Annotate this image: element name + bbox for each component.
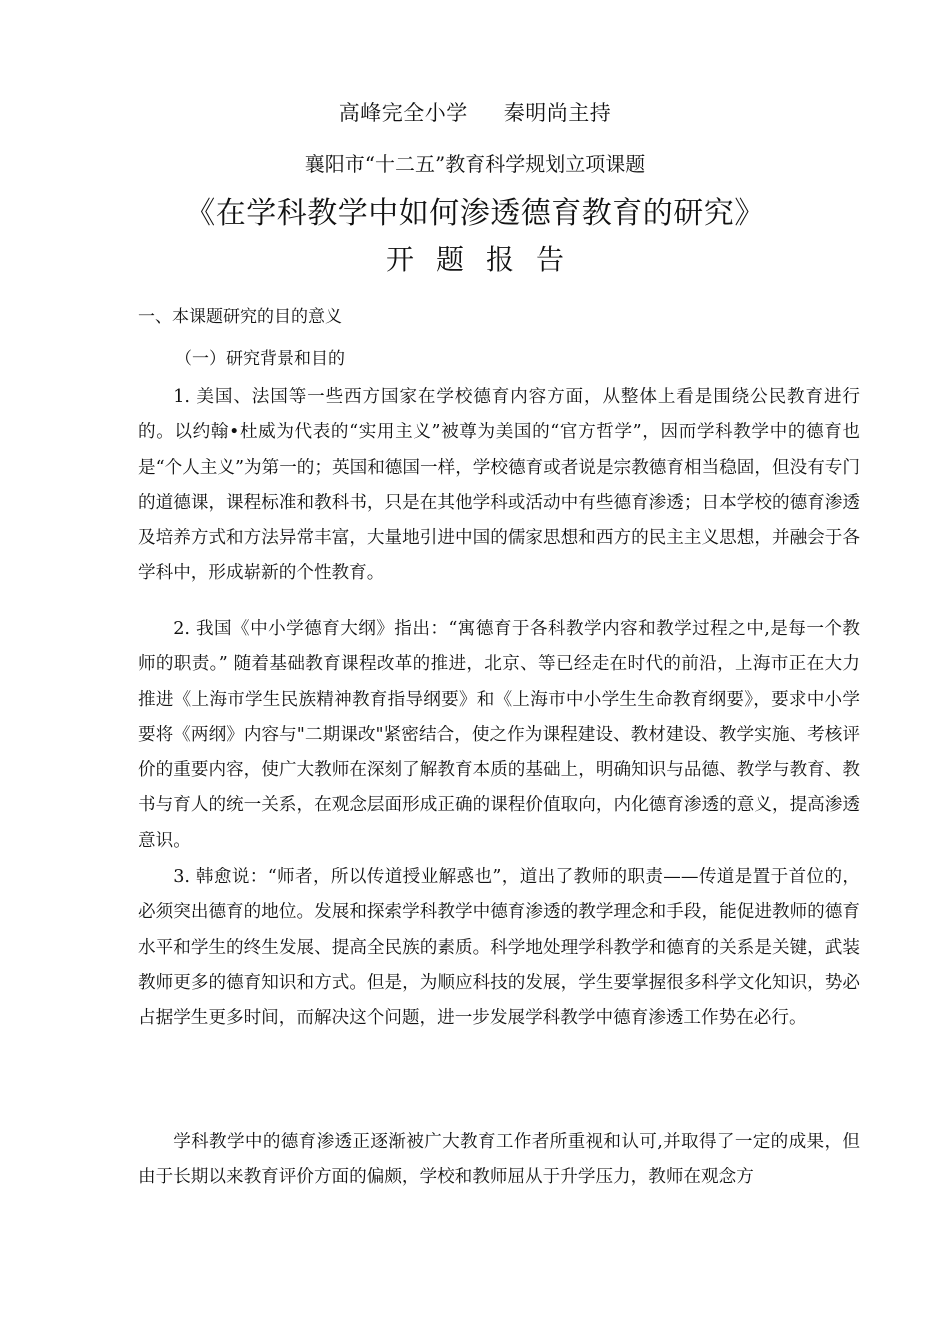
report-label: 开题报告: [385, 243, 586, 276]
subsection-heading-1: （一）研究背景和目的: [175, 349, 345, 369]
project-line: 襄阳市“十二五”教育科学规划立项课题: [304, 152, 646, 176]
author-line: [0, 97, 950, 127]
paragraph-1: 1. 美国、法国等一些西方国家在学校德育内容方面，从整体上看是围绕公民教育进行的。以约翰•杜威为代表的“实用主义”被尊为美国的“官方哲学”，因而学科教学中的德育也是“个人主义”为第一的；英国和德国一样，学校德育或者说是宗教德育相当稳固，但没有专门的道德课，课程标准和教科书，只是在其他学科或活动中有些德育渗透；日本学校的德育渗透及培养方式和方法异常丰富，大量地引进中国的儒家思想和西方的民主主义思想，并融会于各学科中，形成崭新的个性教育。: [138, 387, 860, 584]
section-heading-1: 一、本课题研究的目的意义: [138, 307, 342, 327]
paragraph-4: 学科教学中的德育渗透正逐渐被广大教育工作者所重视和认可,并取得了一定的成果，但由于长期以来教育评价方面的偏颇，学校和教师屈从于升学压力，教师在观念方: [138, 1132, 860, 1188]
document-title: 《在学科教学中如何渗透德育教育的研究》: [185, 196, 765, 231]
paragraph-3: 3. 韩愈说：“师者，所以传道授业解惑也”，道出了教师的职责——传道是置于首位的，必须突出德育的地位。发展和探索学科教学中德育渗透的教学理念和手段，能促进教师的德育水平和学生的终生发展、提高全民族的素质。科学地处理学科教学和德育的关系是关键，武装教师更多的德育知识和方式。但是，为顺应科技的发展，学生要掌握很多科学文化知识，势必占据学生更多时间，而解决这个问题，进一步发展学科教学中德育渗透工作势在必行。: [138, 867, 860, 1029]
school-name: 高峰完全小学: [338, 101, 468, 125]
paragraph-2: 2. 我国《中小学德育大纲》指出：“寓德育于各科教学内容和教学过程之中,是每一个教师的职责。” 随着基础教育课程改革的推进，北京、等已经走在时代的前沿，上海市正在大力推进《上海市学生民族精神教育指导纲要》和《上海市中小学生生命教育纲要》，要求中小学要将《两纲》内容与"二期课改"紧密结合，使之作为课程建设、教材建设、教学实施、考核评价的重要内容，使广大教师在深刻了解教育本质的基础上，明确知识与品德、教学与教育、教书与育人的统一关系，在观念层面形成正确的课程价值取向，内化德育渗透的意义，提高渗透意识。: [138, 619, 860, 851]
host-name: 秦明尚主持: [503, 101, 612, 125]
